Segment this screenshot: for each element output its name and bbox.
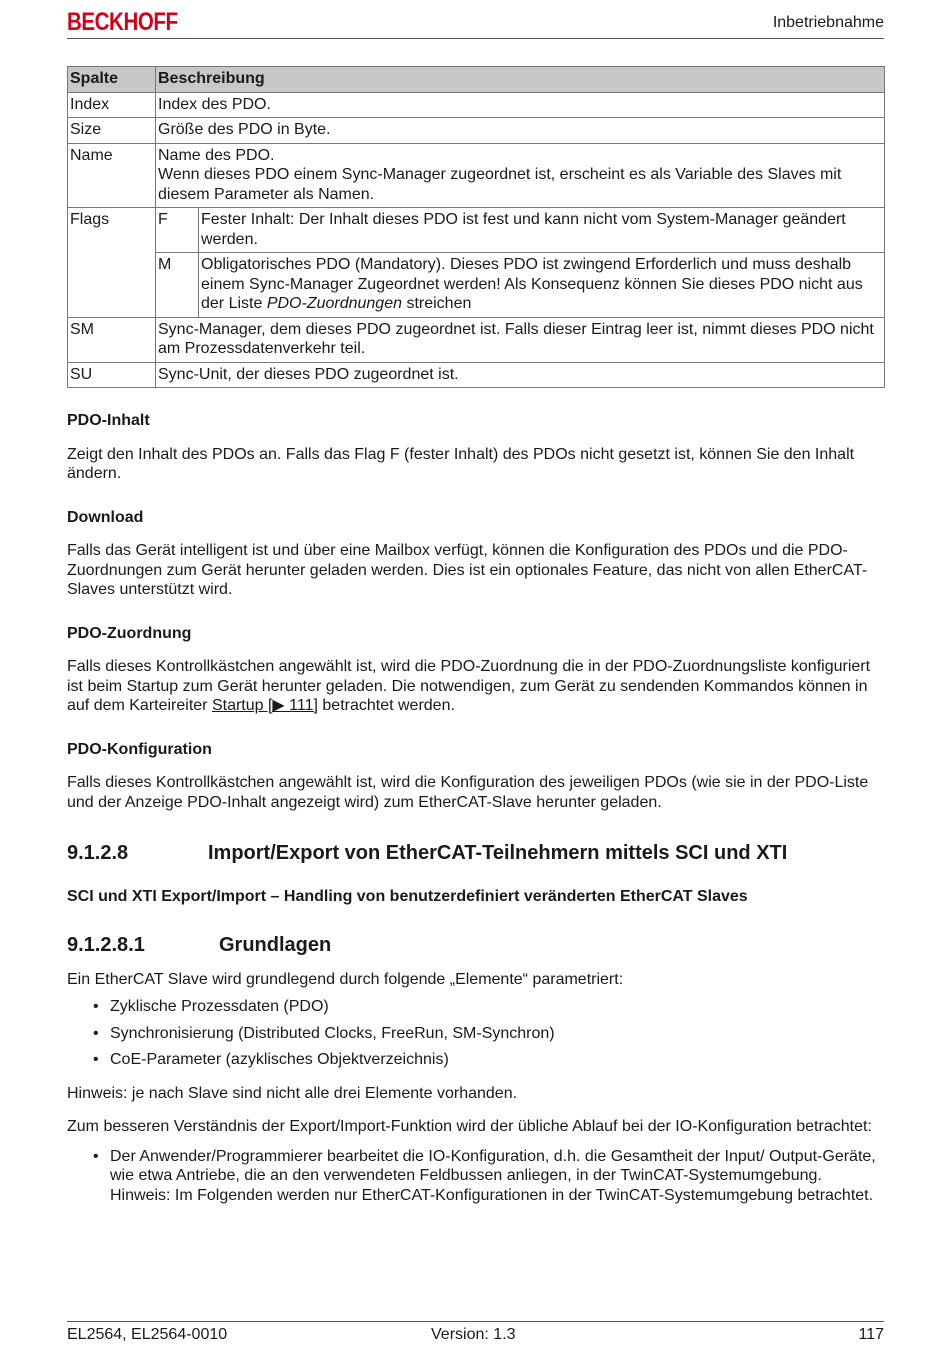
list-item: • CoE-Parameter (azyklisches Objektverzeichnis) [67, 1050, 885, 1070]
row-desc: Sync-Unit, der dieses PDO zugeordnet ist. [156, 362, 885, 388]
table-header-row [68, 67, 885, 93]
beckhoff-logo: BECKHOFF [67, 8, 178, 36]
pdo-zuordnung-text-post: betrachtet werden. [317, 697, 455, 714]
workflow-list [67, 1147, 885, 1206]
row-desc: Sync-Manager, dem dieses PDO zugeordnet ist. Falls dieser Eintrag leer ist, nimmt dieses PDO nicht am Prozessdatenverkehr teil. [156, 317, 885, 362]
chapter-number: 9.1.2.8 [67, 842, 129, 864]
workflow-item-line2: Hinweis: Im Folgenden werden nur EtherCAT-Konfigurationen in der TwinCAT-Systemumgebung betrachtet. [110, 1186, 874, 1204]
grundlagen-note: Hinweis: je nach Slave sind nicht alle drei Elemente vorhanden. [67, 1084, 518, 1102]
startup-link[interactable]: Startup [▶ 111] [211, 697, 318, 714]
pdo-zuordnung-text [67, 657, 885, 716]
table-row [68, 208, 885, 318]
flags-subtable-cell [156, 208, 885, 318]
flag-key: F [156, 208, 199, 253]
flag-desc [199, 253, 885, 317]
workflow-item-line1: • Der Anwender/Programmierer bearbeitet die IO-Konfiguration, d.h. die Gesamtheit der Input/ Output-Geräte, wie etwa Antriebe, die an den verwendeten Feldbussen anliegen, in der TwinCAT-Systemumgebung. [110, 1147, 876, 1184]
subchapter-title: Grundlagen [219, 934, 332, 956]
table-row [68, 143, 885, 208]
flag-m-desc-post: streichen [402, 295, 472, 312]
list-item [67, 1147, 885, 1206]
section-name: Inbetriebnahme [772, 14, 884, 31]
grundlagen-intro: Ein EtherCAT Slave wird grundlegend durch folgende „Elemente“ parametriert: [67, 970, 624, 988]
pdo-inhalt-text: Zeigt den Inhalt des PDOs an. Falls das Flag F (fester Inhalt) des PDOs nicht gesetzt ist, können Sie den Inhalt ändern. [67, 445, 855, 482]
page-footer [67, 1321, 884, 1343]
row-col: SM [68, 317, 156, 362]
chapter-heading [67, 844, 885, 864]
pdo-inhalt-heading: PDO-Inhalt [67, 412, 150, 429]
table-row [68, 317, 885, 362]
download-text: Falls das Gerät intelligent ist und über eine Mailbox verfügt, können die Konfiguration des PDOs und die PDO-Zuordnungen zum Gerät herunter geladen werden. Dies ist ein optionales Feature, das nicht von allen EtherCAT-Slaves unterstützt wird. [67, 542, 868, 598]
chapter-title: Import/Export von EtherCAT-Teilnehmern mittels SCI und XTI [208, 842, 788, 864]
flags-subtable [156, 208, 884, 317]
element-list [67, 997, 885, 1070]
table-row [68, 362, 885, 388]
pdo-zuordnung-heading: PDO-Zuordnung [67, 624, 192, 642]
chapter-subtitle: SCI und XTI Export/Import – Handling von benutzerdefiniert veränderten EtherCAT Slaves [67, 887, 748, 905]
subchapter-heading [67, 936, 885, 956]
list-item: • Zyklische Prozessdaten (PDO) [67, 997, 885, 1017]
row-desc [156, 143, 885, 208]
row-desc: Größe des PDO in Byte. [156, 118, 885, 144]
table-header-desc: Beschreibung [156, 67, 885, 93]
download-heading: Download [67, 508, 144, 526]
footer-product: EL2564, EL2564-0010 [67, 1326, 228, 1343]
page-content [67, 66, 885, 1205]
subchapter-number: 9.1.2.8.1 [67, 934, 145, 956]
table-row [68, 118, 885, 144]
footer-page-number: 117 [858, 1326, 884, 1343]
flag-m-desc-pre: Obligatorisches PDO (Mandatory). Dieses PDO ist zwingend Erforderlich und muss deshalb einem Sync-Manager Zugeordnet werden! Als Konsequenz können Sie dieses PDO nicht aus der Liste [201, 256, 863, 312]
pdo-column-table [67, 66, 885, 388]
flag-m-desc-italic: PDO-Zuordnungen [266, 295, 402, 312]
name-desc-line2: Wenn dieses PDO einem Sync-Manager zugeordnet ist, erscheint es als Variable des Slaves mit diesem Parameter als Namen. [158, 166, 842, 203]
row-desc: Index des PDO. [156, 92, 885, 118]
table-header-col: Spalte [68, 67, 156, 93]
page-header [67, 8, 884, 39]
flag-row [156, 253, 884, 317]
row-col: Flags [68, 208, 156, 318]
flag-desc: Fester Inhalt: Der Inhalt dieses PDO ist fest und kann nicht vom System-Manager geändert werden. [199, 208, 885, 253]
footer-version: Version: 1.3 [431, 1326, 516, 1343]
name-desc-line1: Name des PDO. [158, 146, 275, 164]
flag-key: M [156, 253, 199, 317]
flag-row [156, 208, 884, 253]
row-col: Size [68, 118, 156, 144]
table-row [68, 92, 885, 118]
row-col: Name [68, 143, 156, 208]
grundlagen-para2: Zum besseren Verständnis der Export/Import-Funktion wird der übliche Ablauf bei der IO-Konfiguration betrachtet: [67, 1118, 872, 1135]
pdo-konfiguration-text: Falls dieses Kontrollkästchen angewählt ist, wird die Konfiguration des jeweiligen PDOs (wie sie in der PDO-Liste und der Anzeige PDO-Inhalt angezeigt wird) zum EtherCAT-Slave herunter geladen. [67, 774, 869, 811]
pdo-konfiguration-heading: PDO-Konfiguration [67, 740, 212, 758]
row-col: Index [68, 92, 156, 118]
pdo-zuordnung-text-pre: Falls dieses Kontrollkästchen angewählt ist, wird die PDO-Zuordnung die in der PDO-Zuordnungsliste konfiguriert ist beim Startup zum Gerät herunter geladen. Die notwendigen, zum Gerät zu sendenden Kommandos können in auf dem Karteireiter [67, 658, 871, 714]
row-col: SU [68, 362, 156, 388]
list-item: • Synchronisierung (Distributed Clocks, FreeRun, SM-Synchron) [67, 1024, 885, 1044]
